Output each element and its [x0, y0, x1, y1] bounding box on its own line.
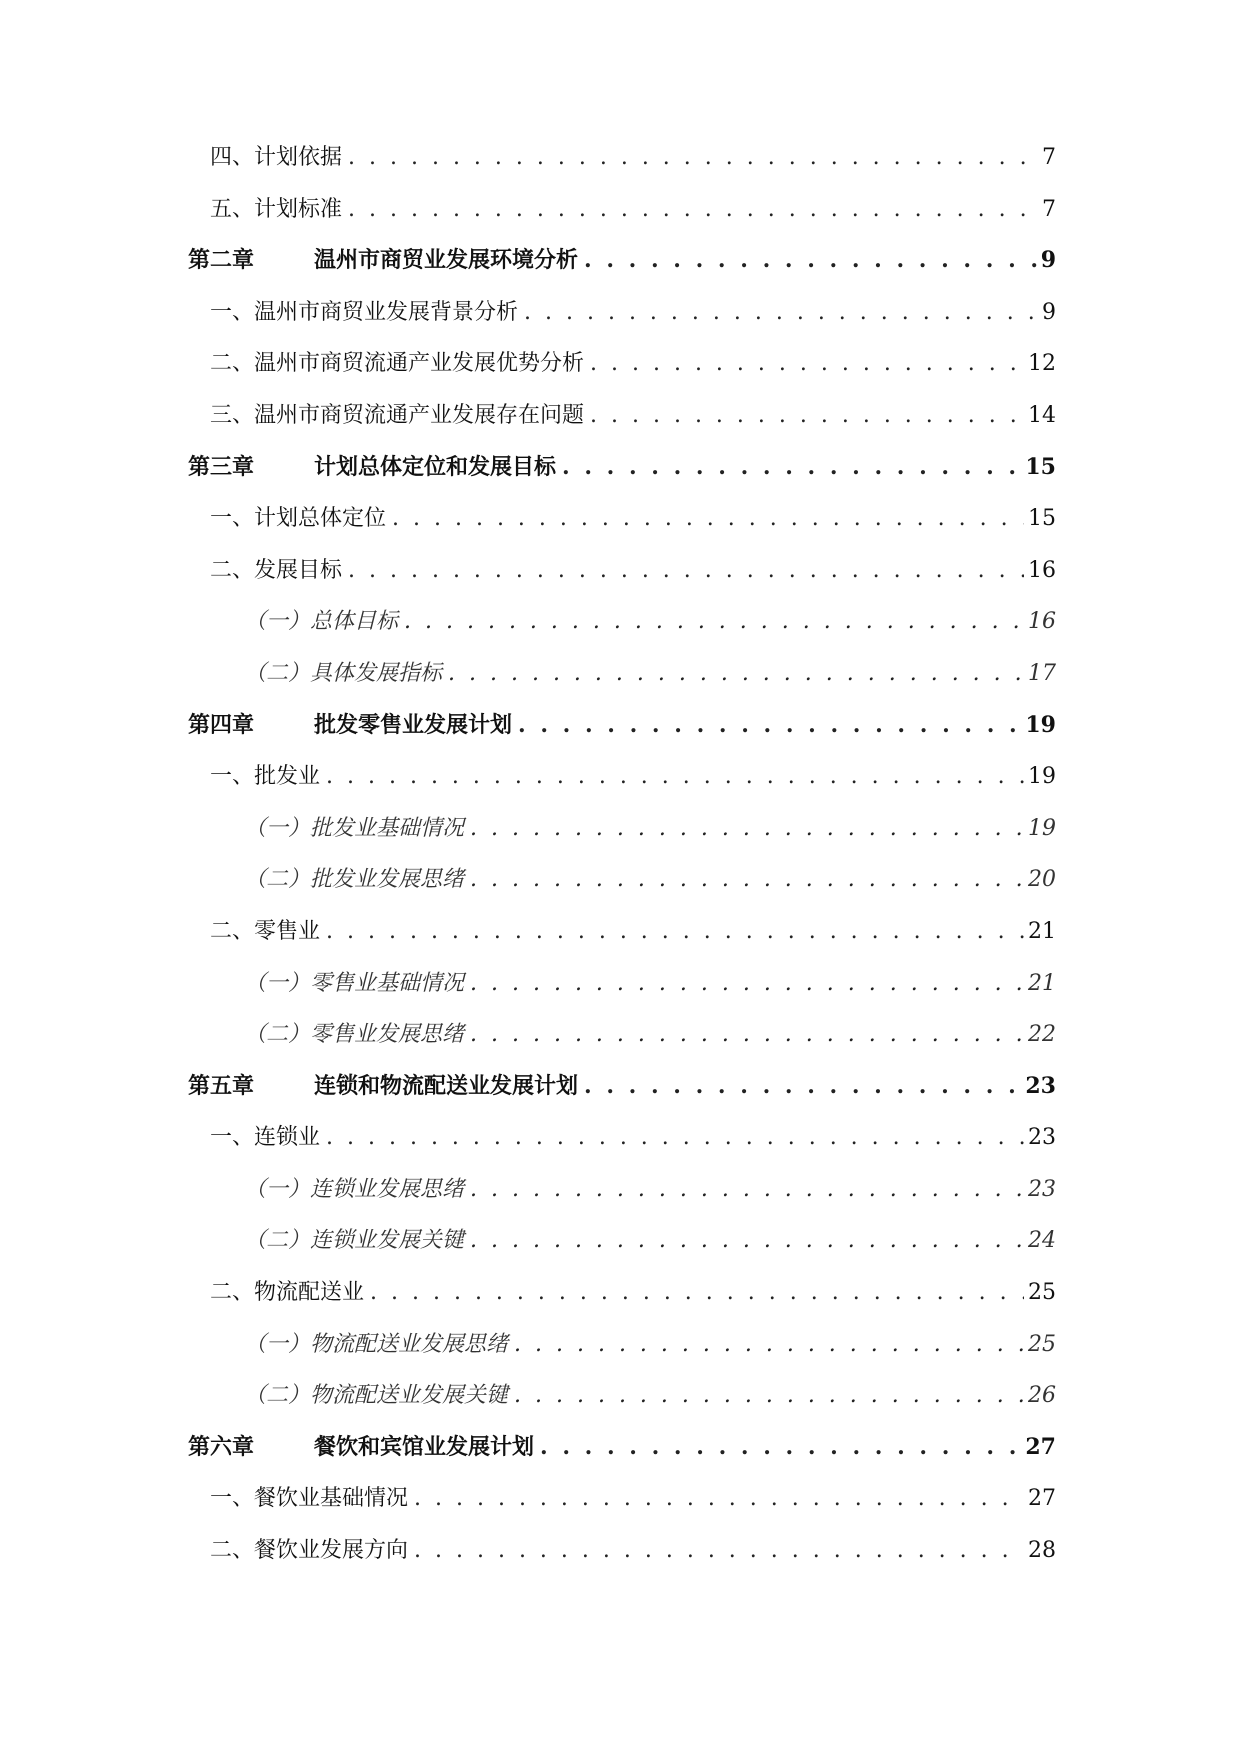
- toc-entry-label: [188, 235, 578, 287]
- toc-section-entry[interactable]: [210, 1267, 1056, 1319]
- toc-subsection-entry[interactable]: [244, 1009, 1056, 1061]
- toc-entry-label: [188, 442, 556, 494]
- dot-leader: [414, 1473, 1024, 1525]
- toc-page-number: 19: [1028, 764, 1056, 790]
- toc-entry-label: [188, 1061, 578, 1113]
- toc-page-number: 17: [1028, 660, 1056, 686]
- toc-entry-label: （二）物流配送业发展关键: [244, 1383, 509, 1409]
- dot-leader: [404, 596, 1024, 648]
- toc-section-entry[interactable]: [210, 906, 1056, 958]
- chapter-number: 第三章: [188, 453, 255, 480]
- dot-leader: [392, 493, 1024, 545]
- toc-section-entry[interactable]: [210, 545, 1056, 597]
- toc-entry-label: 四、计划依据: [210, 145, 343, 170]
- chapter-number: 第六章: [188, 1433, 255, 1460]
- toc-page-number: 16: [1028, 557, 1056, 583]
- toc-section-entry[interactable]: [210, 287, 1056, 339]
- toc-page-number: 22: [1028, 1022, 1056, 1048]
- chapter-title: 连锁和物流配送业发展计划: [314, 1072, 579, 1099]
- toc-section-entry[interactable]: [210, 132, 1056, 184]
- toc-subsection-entry[interactable]: [244, 1370, 1056, 1422]
- toc-page-number: 23: [1025, 1072, 1056, 1099]
- toc-section-entry[interactable]: [210, 338, 1056, 390]
- toc-entry-label: 一、计划总体定位: [210, 506, 387, 532]
- toc-page-number: 20: [1028, 867, 1056, 893]
- dot-leader: [562, 442, 1021, 494]
- toc-page-number: 19: [1025, 711, 1056, 738]
- dot-leader: [514, 1319, 1024, 1371]
- chapter-title: 计划总体定位和发展目标: [314, 453, 557, 480]
- dot-leader: [470, 1215, 1024, 1267]
- dot-leader: [470, 958, 1024, 1010]
- toc-page-number: 27: [1028, 1486, 1056, 1512]
- toc-page-number: 21: [1028, 970, 1056, 996]
- toc-chapter-entry[interactable]: [188, 1061, 1056, 1113]
- toc-entry-label: 二、餐饮业发展方向: [210, 1538, 409, 1564]
- toc-subsection-entry[interactable]: [244, 1215, 1056, 1267]
- toc-entry-label: 一、温州市商贸业发展背景分析: [210, 299, 519, 325]
- dot-leader: [326, 1112, 1024, 1164]
- toc-entry-label: 一、批发业: [210, 764, 321, 790]
- toc-page-number: 12: [1028, 351, 1056, 377]
- toc-page-number: 19: [1028, 815, 1056, 841]
- toc-entry-label: 二、物流配送业: [210, 1280, 365, 1306]
- toc-subsection-entry[interactable]: [244, 854, 1056, 906]
- toc-chapter-entry[interactable]: [188, 700, 1056, 752]
- toc-entry-label: 一、餐饮业基础情况: [210, 1486, 409, 1512]
- toc-entry-label: （二）批发业发展思绪: [244, 867, 465, 893]
- dot-leader: [524, 287, 1038, 339]
- toc-page-number: 7: [1042, 145, 1056, 170]
- toc-entry-label: （一）总体目标: [244, 609, 399, 635]
- dot-leader: [348, 184, 1038, 236]
- dot-leader: [414, 1525, 1024, 1577]
- toc-subsection-entry[interactable]: [244, 1319, 1056, 1371]
- toc-section-entry[interactable]: [210, 493, 1056, 545]
- toc-page-number: 7: [1042, 196, 1056, 222]
- toc-entry-label: 五、计划标准: [210, 196, 343, 222]
- toc-section-entry[interactable]: [210, 1473, 1056, 1525]
- toc-page-number: 15: [1028, 506, 1056, 532]
- toc-subsection-entry[interactable]: [244, 958, 1056, 1010]
- toc-page-number: 9: [1042, 299, 1056, 325]
- toc-entry-label: 二、零售业: [210, 918, 321, 944]
- toc-entry-label: 一、连锁业: [210, 1125, 321, 1151]
- toc-page-number: 23: [1028, 1125, 1056, 1151]
- chapter-title: 餐饮和宾馆业发展计划: [314, 1433, 535, 1460]
- dot-leader: [540, 1422, 1021, 1474]
- toc-page-number: 23: [1028, 1176, 1056, 1202]
- chapter-title: 批发零售业发展计划: [314, 711, 513, 738]
- toc-page-number: 24: [1028, 1228, 1056, 1254]
- toc-entry-label: （二）零售业发展思绪: [244, 1022, 465, 1048]
- toc-page-number: 27: [1025, 1433, 1056, 1460]
- chapter-number: 第五章: [188, 1072, 255, 1099]
- toc-entry-label: 二、发展目标: [210, 557, 343, 583]
- dot-leader: [590, 338, 1024, 390]
- dot-leader: [470, 1009, 1024, 1061]
- toc-entry-label: （一）零售业基础情况: [244, 970, 465, 996]
- toc-entry-label: （一）物流配送业发展思绪: [244, 1331, 509, 1357]
- toc-subsection-entry[interactable]: [244, 1164, 1056, 1216]
- toc-subsection-entry[interactable]: [244, 596, 1056, 648]
- dot-leader: [518, 700, 1021, 752]
- chapter-number: 第四章: [188, 711, 255, 738]
- dot-leader: [470, 1164, 1024, 1216]
- toc-entry-label: 二、温州市商贸流通产业发展优势分析: [210, 351, 585, 377]
- toc-page-number: 28: [1028, 1538, 1056, 1564]
- chapter-title: 温州市商贸业发展环境分析: [314, 247, 579, 274]
- dot-leader: [584, 1061, 1021, 1113]
- toc-section-entry[interactable]: [210, 751, 1056, 803]
- toc-entry-label: 三、温州市商贸流通产业发展存在问题: [210, 402, 585, 428]
- toc-entry-label: （二）具体发展指标: [244, 660, 443, 686]
- toc-page-number: 16: [1028, 609, 1056, 635]
- dot-leader: [470, 854, 1024, 906]
- toc-chapter-entry[interactable]: [188, 235, 1056, 287]
- dot-leader: [470, 803, 1024, 855]
- toc-section-entry[interactable]: [210, 1525, 1056, 1577]
- toc-entry-label: （一）连锁业发展思绪: [244, 1176, 465, 1202]
- chapter-number: 第二章: [188, 247, 255, 274]
- dot-leader: [326, 906, 1024, 958]
- toc-section-entry[interactable]: [210, 390, 1056, 442]
- toc-section-entry[interactable]: [210, 1112, 1056, 1164]
- toc-entry-label: （一）批发业基础情况: [244, 815, 465, 841]
- toc-page-number: 21: [1028, 918, 1056, 944]
- toc-page-number: 9: [1040, 247, 1056, 274]
- dot-leader: [348, 132, 1038, 184]
- table-of-contents: [188, 132, 1056, 1577]
- toc-page-number: 26: [1028, 1383, 1056, 1409]
- toc-page-number: 25: [1028, 1331, 1056, 1357]
- dot-leader: [584, 235, 1037, 287]
- toc-entry-label: （二）连锁业发展关键: [244, 1228, 465, 1254]
- toc-chapter-entry[interactable]: [188, 442, 1056, 494]
- toc-page-number: 15: [1025, 453, 1056, 480]
- toc-entry-label: [188, 1422, 534, 1474]
- dot-leader: [448, 648, 1024, 700]
- toc-chapter-entry[interactable]: [188, 1422, 1056, 1474]
- toc-subsection-entry[interactable]: [244, 648, 1056, 700]
- toc-page-number: 14: [1028, 402, 1056, 428]
- dot-leader: [370, 1267, 1024, 1319]
- dot-leader: [326, 751, 1024, 803]
- toc-entry-label: [188, 700, 512, 752]
- dot-leader: [590, 390, 1024, 442]
- toc-page-number: 25: [1028, 1280, 1056, 1306]
- toc-section-entry[interactable]: [210, 184, 1056, 236]
- dot-leader: [348, 545, 1024, 597]
- toc-subsection-entry[interactable]: [244, 803, 1056, 855]
- dot-leader: [514, 1370, 1024, 1422]
